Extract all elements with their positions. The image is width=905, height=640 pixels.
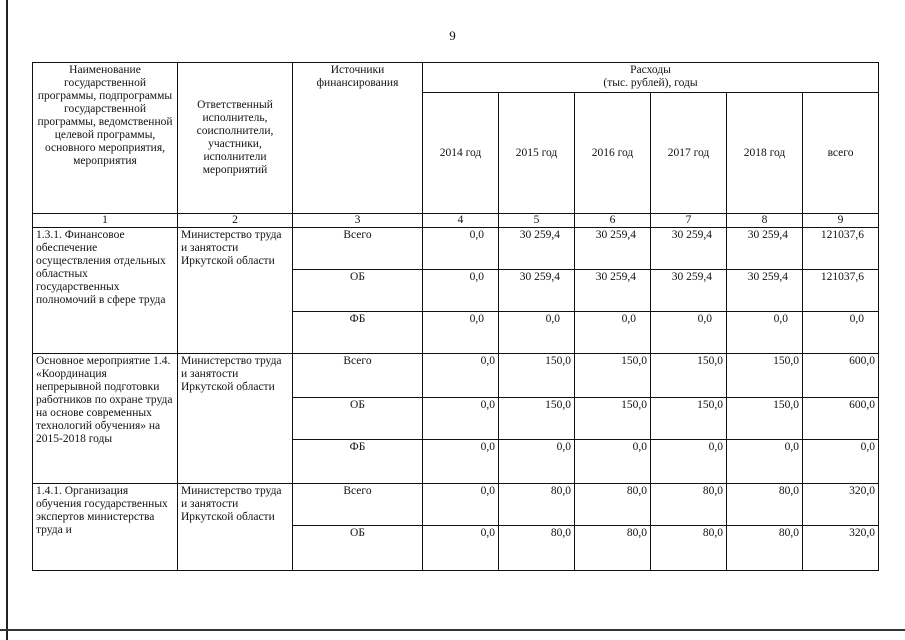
value-cell: 80,0	[727, 484, 803, 526]
executor-cell: Министерство труда и занятости Иркутской области	[178, 484, 293, 571]
value-cell: 150,0	[651, 354, 727, 398]
value-cell: 320,0	[803, 484, 879, 526]
value-cell: 30 259,4	[575, 270, 651, 312]
source-cell: Всего	[293, 484, 423, 526]
value-cell: 30 259,4	[499, 270, 575, 312]
value-cell: 0,0	[803, 440, 879, 484]
column-number: 1	[33, 214, 178, 228]
program-name-cell: 1.4.1. Организация обучения государственных экспертов министерства труда и	[33, 484, 178, 571]
value-cell: 0,0	[651, 312, 727, 354]
header-year-2014: 2014 год	[423, 93, 499, 214]
value-cell: 121037,6	[803, 270, 879, 312]
value-cell: 30 259,4	[727, 228, 803, 270]
value-cell: 0,0	[651, 440, 727, 484]
table-row	[33, 484, 879, 526]
header-year-2015: 2015 год	[499, 93, 575, 214]
header-year-2018: 2018 год	[727, 93, 803, 214]
value-cell: 0,0	[423, 526, 499, 571]
value-cell: 600,0	[803, 398, 879, 440]
value-cell: 80,0	[499, 526, 575, 571]
value-cell: 0,0	[423, 440, 499, 484]
source-cell: ФБ	[293, 440, 423, 484]
column-number-row	[33, 214, 879, 228]
page-edge-bottom	[0, 629, 905, 631]
value-cell: 150,0	[499, 398, 575, 440]
program-name-cell: 1.3.1. Финансовое обеспечение осуществления отдельных областных государственных полномочий в сфере труда	[33, 228, 178, 354]
value-cell: 30 259,4	[727, 270, 803, 312]
column-number: 3	[293, 214, 423, 228]
column-number: 5	[499, 214, 575, 228]
header-year-2017: 2017 год	[651, 93, 727, 214]
value-cell: 150,0	[727, 354, 803, 398]
header-sources: Источники финансирования	[293, 63, 423, 214]
column-number: 2	[178, 214, 293, 228]
value-cell: 0,0	[499, 312, 575, 354]
value-cell: 121037,6	[803, 228, 879, 270]
value-cell: 0,0	[727, 312, 803, 354]
value-cell: 0,0	[575, 312, 651, 354]
column-number: 4	[423, 214, 499, 228]
value-cell: 30 259,4	[499, 228, 575, 270]
source-cell: ОБ	[293, 526, 423, 571]
value-cell: 0,0	[499, 440, 575, 484]
value-cell: 0,0	[423, 228, 499, 270]
value-cell: 80,0	[651, 526, 727, 571]
value-cell: 600,0	[803, 354, 879, 398]
value-cell: 80,0	[651, 484, 727, 526]
header-expenses: Расходы (тыс. рублей), годы	[423, 63, 879, 93]
value-cell: 0,0	[423, 398, 499, 440]
value-cell: 0,0	[423, 354, 499, 398]
value-cell: 150,0	[575, 354, 651, 398]
table-row	[33, 354, 879, 398]
value-cell: 30 259,4	[651, 270, 727, 312]
value-cell: 0,0	[575, 440, 651, 484]
column-number: 9	[803, 214, 879, 228]
column-number: 8	[727, 214, 803, 228]
executor-cell: Министерство труда и занятости Иркутской области	[178, 228, 293, 354]
value-cell: 0,0	[803, 312, 879, 354]
value-cell: 80,0	[499, 484, 575, 526]
value-cell: 0,0	[423, 312, 499, 354]
column-number: 6	[575, 214, 651, 228]
value-cell: 30 259,4	[575, 228, 651, 270]
value-cell: 0,0	[423, 484, 499, 526]
table-row	[33, 228, 879, 270]
source-cell: Всего	[293, 354, 423, 398]
source-cell: ОБ	[293, 270, 423, 312]
value-cell: 80,0	[727, 526, 803, 571]
source-cell: ФБ	[293, 312, 423, 354]
value-cell: 150,0	[499, 354, 575, 398]
value-cell: 150,0	[651, 398, 727, 440]
page-edge-left	[6, 0, 8, 640]
page-number: 9	[449, 28, 456, 43]
program-name-cell: Основное мероприятие 1.4. «Координация непрерывной подготовки работников по охране труда на основе современных технологий обучения» на 2015-2018 годы	[33, 354, 178, 484]
value-cell: 320,0	[803, 526, 879, 571]
source-cell: ОБ	[293, 398, 423, 440]
header-year-2016: 2016 год	[575, 93, 651, 214]
value-cell: 30 259,4	[651, 228, 727, 270]
value-cell: 80,0	[575, 484, 651, 526]
column-number: 7	[651, 214, 727, 228]
header-executor: Ответственный исполнитель, соисполнители, участники, исполнители мероприятий	[178, 63, 293, 214]
value-cell: 150,0	[575, 398, 651, 440]
budget-table	[32, 62, 879, 571]
header-name: Наименование государственной программы, подпрограммы государственной программы, ведомственной целевой программы, основного мероприятия, мероприятия	[33, 63, 178, 214]
value-cell: 150,0	[727, 398, 803, 440]
value-cell: 0,0	[423, 270, 499, 312]
executor-cell: Министерство труда и занятости Иркутской области	[178, 354, 293, 484]
header-total: всего	[803, 93, 879, 214]
source-cell: Всего	[293, 228, 423, 270]
value-cell: 0,0	[727, 440, 803, 484]
value-cell: 80,0	[575, 526, 651, 571]
